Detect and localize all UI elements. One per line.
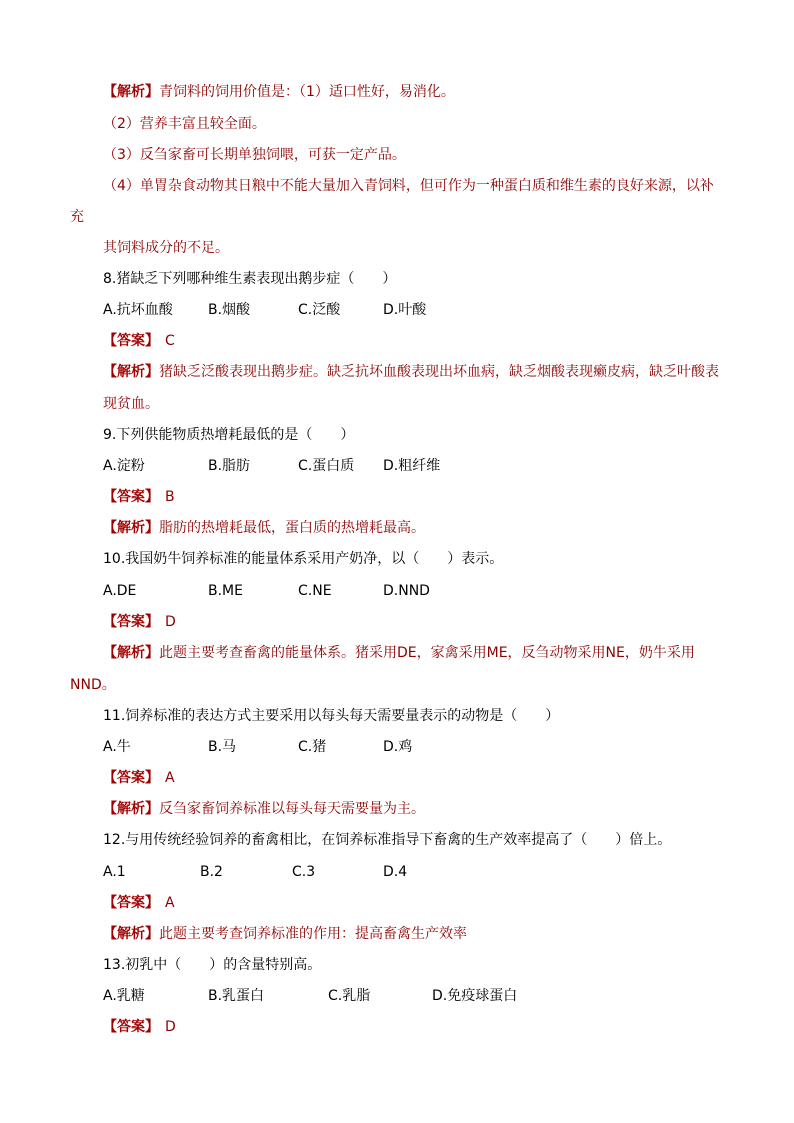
q11-option-b: B.马 bbox=[208, 739, 237, 755]
q8-question: 8.猪缺乏下列哪种维生素表现出鹅步症（ ） bbox=[103, 271, 397, 287]
q7-analysis-line2: （2）营养丰富且较全面。 bbox=[103, 116, 266, 132]
q8-answer: 【答案】 C bbox=[103, 333, 175, 349]
analysis-tag: 【解析】 bbox=[103, 520, 159, 536]
q9-option-d: D.粗纤维 bbox=[383, 458, 441, 474]
q9-answer: 【答案】 B bbox=[103, 489, 175, 505]
q13-option-b: B.乳蛋白 bbox=[208, 988, 265, 1004]
analysis-tag: 【解析】 bbox=[103, 645, 159, 661]
analysis-tag: 【解析】 bbox=[103, 801, 159, 817]
q11-option-a: A.牛 bbox=[103, 739, 131, 755]
q12-analysis-line1: 【解析】此题主要考查饲养标准的作用：提高畜禽生产效率 bbox=[103, 926, 467, 942]
q12-option-c: C.3 bbox=[292, 864, 316, 880]
q11-analysis-line1: 【解析】反刍家畜饲养标准以每头每天需要量为主。 bbox=[103, 801, 425, 817]
q8-option-c: C.泛酸 bbox=[298, 302, 341, 318]
q8-option-a: A.抗坏血酸 bbox=[103, 302, 173, 318]
q13-option-d: D.免疫球蛋白 bbox=[432, 988, 518, 1004]
q7-analysis-line4: （4）单胃杂食动物其日粮中不能大量加入青饲料，但可作为一种蛋白质和维生素的良好来源，以补 bbox=[103, 178, 714, 194]
q7-analysis-line5: 充 bbox=[70, 209, 84, 225]
q9-analysis-line1: 【解析】脂肪的热增耗最低，蛋白质的热增耗最高。 bbox=[103, 520, 425, 536]
q8-analysis-line1: 【解析】猪缺乏泛酸表现出鹅步症。缺乏抗坏血酸表现出坏血病，缺乏烟酸表现癞皮病，缺乏叶酸表 bbox=[103, 364, 719, 380]
q11-option-c: C.猪 bbox=[298, 739, 327, 755]
answer-tag: 【答案】 bbox=[103, 614, 159, 630]
answer-tag: 【答案】 bbox=[103, 895, 159, 911]
q9-option-a: A.淀粉 bbox=[103, 458, 145, 474]
q8-analysis-line2: 现贫血。 bbox=[103, 396, 159, 412]
q13-option-a: A.乳糖 bbox=[103, 988, 145, 1004]
q10-analysis-line1: 【解析】此题主要考查畜禽的能量体系。猪采用DE，家禽采用ME，反刍动物采用NE，奶牛采用 bbox=[103, 645, 695, 661]
answer-tag: 【答案】 bbox=[103, 333, 159, 349]
q10-answer: 【答案】 D bbox=[103, 614, 176, 630]
q10-option-c: C.NE bbox=[298, 583, 332, 599]
q9-question: 9.下列供能物质热增耗最低的是（ ） bbox=[103, 427, 355, 443]
q12-option-a: A.1 bbox=[103, 864, 126, 880]
answer-tag: 【答案】 bbox=[103, 489, 159, 505]
q12-option-d: D.4 bbox=[383, 864, 408, 880]
analysis-tag: 【解析】 bbox=[103, 84, 159, 100]
q10-analysis-line2: NND。 bbox=[70, 677, 116, 693]
q12-option-b: B.2 bbox=[200, 864, 223, 880]
q12-answer: 【答案】 A bbox=[103, 895, 175, 911]
answer-tag: 【答案】 bbox=[103, 1019, 159, 1035]
q10-option-d: D.NND bbox=[383, 583, 430, 599]
q7-analysis-line3: （3）反刍家畜可长期单独饲喂，可获一定产品。 bbox=[103, 147, 406, 163]
q11-option-d: D.鸡 bbox=[383, 739, 413, 755]
q13-option-c: C.乳脂 bbox=[328, 988, 371, 1004]
q8-option-b: B.烟酸 bbox=[208, 302, 251, 318]
answer-tag: 【答案】 bbox=[103, 770, 159, 786]
q10-question: 10.我国奶牛饲养标准的能量体系采用产奶净，以（ ）表示。 bbox=[103, 551, 504, 567]
q10-option-b: B.ME bbox=[208, 583, 243, 599]
q7-analysis-line6: 其饲料成分的不足。 bbox=[103, 240, 229, 256]
analysis-tag: 【解析】 bbox=[103, 364, 159, 380]
q10-option-a: A.DE bbox=[103, 583, 137, 599]
q13-question: 13.初乳中（ ）的含量特别高。 bbox=[103, 957, 322, 973]
q12-question: 12.与用传统经验饲养的畜禽相比，在饲养标准指导下畜禽的生产效率提高了（ ）倍上。 bbox=[103, 832, 672, 848]
q9-option-b: B.脂肪 bbox=[208, 458, 251, 474]
q11-question: 11.饲养标准的表达方式主要采用以每头每天需要量表示的动物是（ ） bbox=[103, 708, 560, 724]
q8-option-d: D.叶酸 bbox=[383, 302, 427, 318]
analysis-tag: 【解析】 bbox=[103, 926, 159, 942]
q11-answer: 【答案】 A bbox=[103, 770, 175, 786]
q13-answer: 【答案】 D bbox=[103, 1019, 176, 1035]
q7-analysis-line1: 【解析】青饲料的饲用价值是：（1）适口性好，易消化。 bbox=[103, 84, 455, 100]
q9-option-c: C.蛋白质 bbox=[298, 458, 355, 474]
